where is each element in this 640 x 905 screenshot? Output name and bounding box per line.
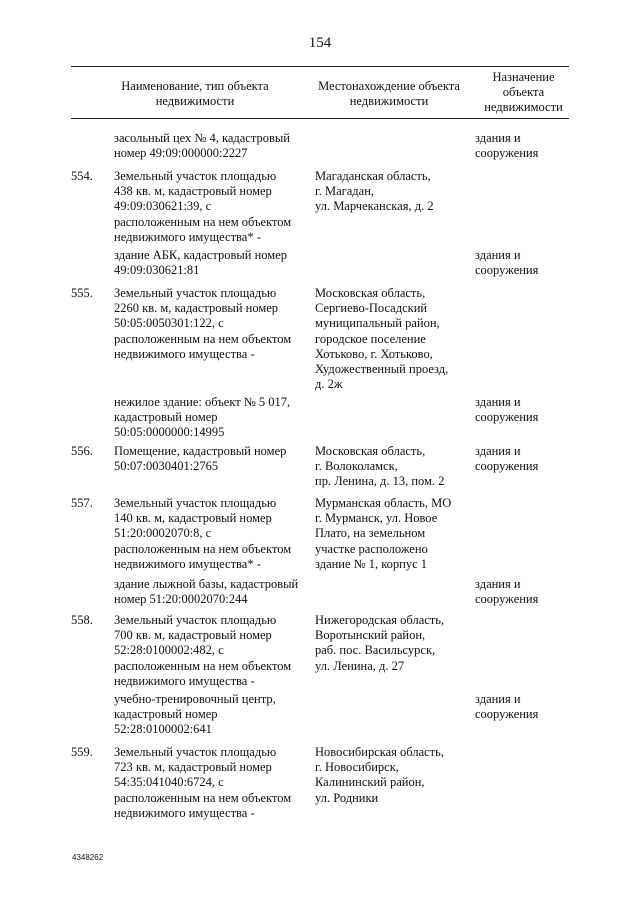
row-location: Магаданская область, г. Магадан, ул. Марчеканская, д. 2 bbox=[315, 169, 434, 214]
row-name: Земельный участок площадью 140 кв. м, кадастровый номер 51:20:0002070:8, с расположенным на нем объектом недвижимого имущества* - bbox=[114, 496, 292, 571]
row-location: Нижегородская область, Воротынский район, раб. пос. Васильсурск, ул. Ленина, д. 27 bbox=[315, 613, 445, 673]
row-name: Земельный участок площадью 438 кв. м, кадастровый номер 49:09:030621:39, с расположенным на нем объектом недвижимого имущества* - bbox=[114, 169, 292, 244]
row-location: Новосибирская область, г. Новосибирск, Калининский район, ул. Родники bbox=[315, 745, 444, 805]
row-name: учебно-тренировочный центр, кадастровый номер 52:28:0100002:641 bbox=[114, 692, 276, 737]
header-location: Местонахождение объекта недвижимости bbox=[318, 79, 460, 108]
row-name: нежилое здание: объект № 5 017, кадастровый номер 50:05:0000000:14995 bbox=[114, 395, 291, 440]
row-number: 557. bbox=[71, 496, 93, 510]
row-number: 554. bbox=[71, 169, 93, 183]
row-purpose: здания и сооружения bbox=[475, 248, 539, 278]
header-name: Наименование, тип объекта недвижимости bbox=[121, 79, 269, 108]
row-purpose: здания и сооружения bbox=[475, 444, 539, 474]
row-purpose: здания и сооружения bbox=[475, 131, 539, 161]
row-number: 558. bbox=[71, 613, 93, 627]
row-name: Помещение, кадастровый номер 50:07:0030401:2765 bbox=[114, 444, 287, 474]
row-purpose: здания и сооружения bbox=[475, 395, 539, 425]
row-name: здание лыжной базы, кадастровый номер 51:20:0002070:244 bbox=[114, 577, 299, 607]
page-number: 154 bbox=[308, 35, 332, 51]
table-top-rule bbox=[71, 66, 569, 67]
row-location: Московская область, Сергиево-Посадский муниципальный район, городское поселение Хотьково, г. Хотьково, Художественный проезд, д. 2ж bbox=[315, 286, 449, 392]
document-code: 4348262 bbox=[72, 853, 104, 862]
row-number: 559. bbox=[71, 745, 93, 759]
row-location: Московская область, г. Волоколамск, пр. Ленина, д. 13, пом. 2 bbox=[315, 444, 445, 489]
row-location: Мурманская область, МО г. Мурманск, ул. Новое Плато, на земельном участке расположено здание № 1, корпус 1 bbox=[315, 496, 452, 571]
table-header-rule bbox=[71, 118, 569, 119]
row-purpose: здания и сооружения bbox=[475, 577, 539, 607]
row-number: 555. bbox=[71, 286, 93, 300]
row-purpose: здания и сооружения bbox=[475, 692, 539, 722]
row-name: Земельный участок площадью 723 кв. м, кадастровый номер 54:35:041040:6724, с расположенным на нем объектом недвижимого имущества - bbox=[114, 745, 292, 820]
row-name: Земельный участок площадью 700 кв. м, кадастровый номер 52:28:0100002:482, с расположенным на нем объектом недвижимого имущества - bbox=[114, 613, 292, 688]
row-name: Земельный участок площадью 2260 кв. м, кадастровый номер 50:05:0050301:122, с расположенным на нем объектом недвижимого имущества - bbox=[114, 286, 292, 361]
row-number: 556. bbox=[71, 444, 93, 458]
row-name: здание АБК, кадастровый номер 49:09:030621:81 bbox=[114, 248, 287, 278]
row-name: засольный цех № 4, кадастровый номер 49:09:000000:2227 bbox=[114, 131, 290, 161]
header-purpose: Назначение объекта недвижимости bbox=[484, 70, 563, 114]
